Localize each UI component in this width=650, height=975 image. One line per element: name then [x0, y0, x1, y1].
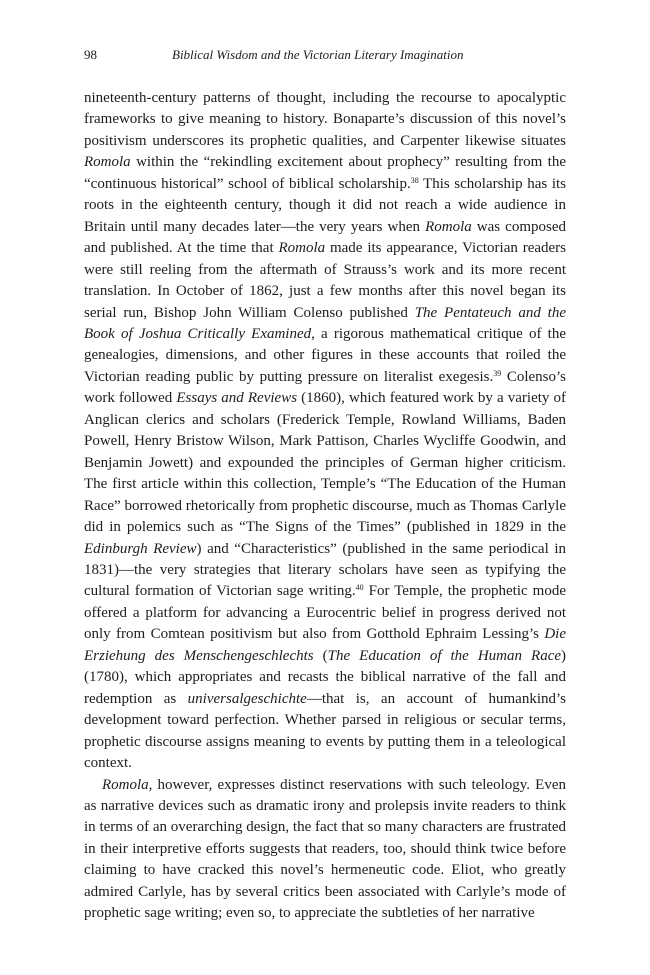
- footnote-ref: 38: [410, 175, 419, 185]
- italic-text: universalgeschichte: [187, 690, 307, 707]
- text-run: Colenso’s work followed: [84, 368, 566, 407]
- text-run: This scholarship has its roots in the eighteenth century, though it did not reach a wide audience in Britain until many decades later—the very years when: [84, 175, 566, 235]
- page-number: 98: [84, 47, 97, 62]
- text-run: —that is, an account of humankind’s development toward perfection. Whether parsed in religious or secular terms, prophetic discourse assigns meaning to events by putting them in a teleological context.: [84, 690, 566, 772]
- text-run: For Temple, the prophetic mode offered a platform for advancing a Eurocentric belief in progress derived not only from Comtean positivism but also from Gotthold Ephraim Lessing’s: [84, 583, 566, 643]
- italic-text: The Education of the Human Race: [327, 647, 562, 664]
- italic-text: Romola: [84, 154, 131, 171]
- text-run: within the “rekindling excitement about prophecy” resulting from the “continuous historical” school of biblical scholarship.: [84, 154, 566, 192]
- text-run: (1860), which featured work by a variety of Anglican clerics and scholars (Frederick Temple, Rowland Williams, Baden Powell, Henry Bristow Wilson, Mark Pattison, Charles Wycliffe Goodwin, and Benjamin Jowett) and expounded the principles of German higher criticism. The first article within this collection, Temple’s “The Education of the Human Race” borrowed rhetorically from prophetic discourse, much as Thomas Carlyle did in polemics such as “The Signs of the Times” (published in 1829 in the: [84, 390, 567, 536]
- text-run: ) (1780), which appropriates and recasts the biblical narrative of the fall and redemption as: [84, 647, 567, 707]
- italic-text: Die Erziehung des Menschengeschlechts: [84, 626, 566, 664]
- running-header: [84, 45, 566, 65]
- italic-text: Romola: [425, 218, 472, 235]
- footnote-ref: 39: [493, 368, 502, 378]
- italic-text: Romola: [102, 776, 149, 793]
- text-run: , a rigorous mathematical critique of the genealogies, dimensions, and other figures in these accounts that roiled the Victorian reading public by putting pressure on literalist exegesis.: [84, 325, 566, 385]
- paragraph: [84, 775, 566, 925]
- text-run: nineteenth-century patterns of thought, including the recourse to apocalyptic frameworks to give meaning to history. Bonaparte’s discussion of this novel’s positivism underscores its prophetic qualities, and Carpenter likewise situates: [84, 90, 566, 149]
- body-text: [84, 88, 566, 925]
- text-run: was composed and published. At the time that: [84, 218, 567, 257]
- footnote-ref: 40: [355, 583, 364, 593]
- text-run: ) and “Characteristics” (published in the same periodical in 1831)—the very strategies that literary scholars have seen as typifying the cultural formation of Victorian sage writing.: [84, 540, 566, 600]
- italic-text: Romola: [278, 240, 326, 257]
- italic-text: Essays and Reviews: [176, 390, 298, 407]
- text-run: , however, expresses distinct reservations with such teleology. Even as narrative devices such as dramatic irony and prolepsis invite readers to think in terms of an overarching design, the fact that so many characters are frustrated in their interpretive efforts suggests that readers, too, should think twice before claiming to have cracked this novel’s hermeneutic code. Eliot, who greatly admired Carlyle, has by several critics been associated with Carlyle’s mode of prophetic sage writing; even so, to appreciate the subtleties of her narrative: [84, 776, 566, 922]
- text-run: made its appearance, Victorian readers were still reeling from the aftermath of Strauss’s work and its more recent translation. In October of 1862, just a few months after this novel began its serial run, Bishop John William Colenso published: [84, 240, 566, 321]
- italic-text: The Pentateuch and the Book of Joshua Critically Examined: [84, 304, 567, 342]
- paragraph: [84, 88, 566, 775]
- italic-text: Edinburgh Review: [84, 540, 197, 557]
- running-title: Biblical Wisdom and the Victorian Literary Imagination: [172, 47, 464, 62]
- text-run: (: [313, 647, 328, 664]
